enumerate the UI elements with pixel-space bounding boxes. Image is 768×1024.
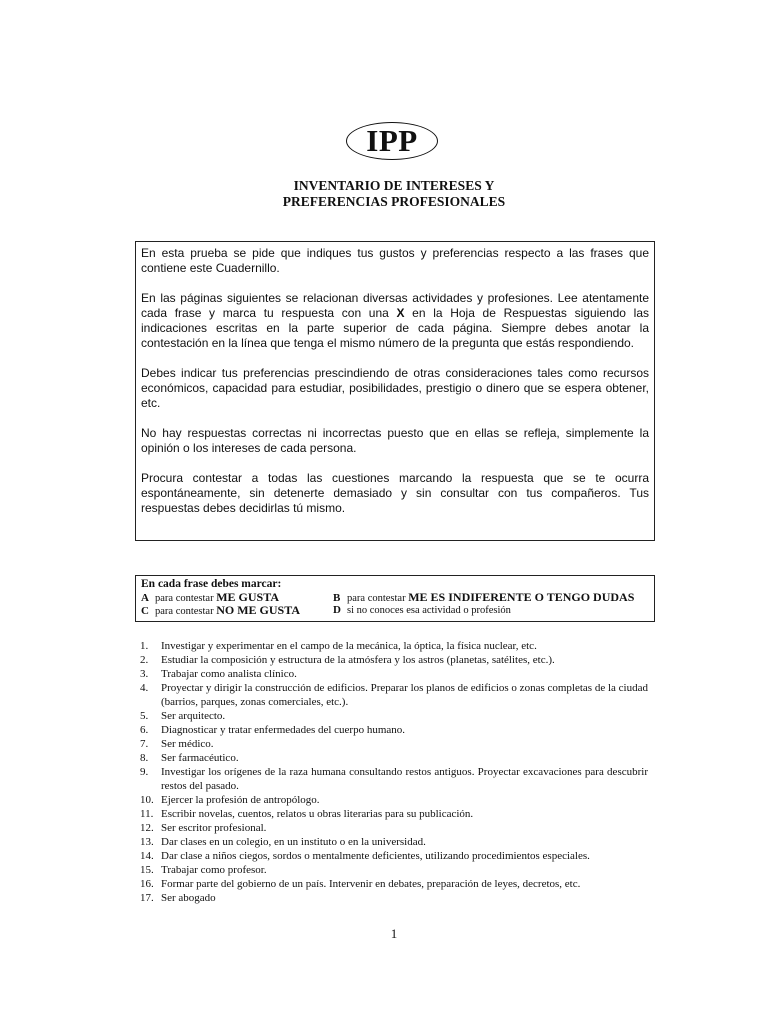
question-item	[140, 793, 648, 807]
title-line-1: INVENTARIO DE INTERESES Y	[293, 178, 495, 193]
question-text: Ser arquitecto.	[161, 710, 226, 722]
question-text: Ser médico.	[161, 738, 214, 750]
question-item	[140, 681, 648, 709]
option-d	[333, 604, 511, 617]
question-text: Trabajar como analista clínico.	[161, 668, 297, 680]
question-item	[140, 751, 648, 765]
option-a-letter: A	[141, 592, 149, 604]
instructions-p2-end: en la Hoja de Respuestas siguiendo las indicaciones escritas en la parte superior de cada página. Siempre debes anotar la contestación en la línea que tenga el mismo número de la pregunta que estás respondiendo.	[141, 306, 649, 350]
instructions-box	[135, 241, 655, 541]
option-c-prefix: para contestar	[155, 606, 217, 617]
answer-key-row-2	[141, 604, 649, 617]
question-text: Dar clase a niños ciegos, sordos o mentalmente deficientes, utilizando procedimientos especiales.	[161, 850, 590, 862]
option-d-prefix: si no conoces esa actividad o profesión	[347, 605, 511, 616]
question-item	[140, 667, 648, 681]
question-number: 13.	[140, 836, 154, 848]
question-number: 16.	[140, 878, 154, 890]
logo-text: IPP	[366, 123, 418, 158]
question-number: 7.	[140, 738, 149, 750]
question-text: Proyectar y dirigir la construcción de edificios. Preparar los planos de edificios o zonas completas de la ciudad (barrios, parques, zonas comerciales, etc.).	[161, 682, 648, 708]
title-line-2: PREFERENCIAS PROFESIONALES	[282, 194, 506, 209]
option-b-prefix: para contestar	[347, 593, 409, 604]
question-number: 8.	[140, 752, 149, 764]
page-number: 1	[390, 926, 398, 941]
question-text: Ejercer la profesión de antropólogo.	[161, 794, 320, 806]
question-number: 6.	[140, 724, 149, 736]
question-text: Investigar y experimentar en el campo de la mecánica, la óptica, la física nuclear, etc.	[161, 640, 537, 652]
question-item	[140, 891, 648, 905]
ipp-logo	[346, 122, 438, 160]
option-c-letter: C	[141, 605, 149, 617]
instructions-paragraph-5: Procura contestar a todas las cuestiones marcando la respuesta que se te ocurra espontáneamente, sin detenerte demasiado y sin consultar con tus compañeros. Tus respuestas debes decidirlas tú mismo.	[141, 471, 649, 515]
question-number: 5.	[140, 710, 149, 722]
question-number: 14.	[140, 850, 154, 862]
question-item	[140, 653, 648, 667]
question-item	[140, 849, 648, 863]
question-text: Formar parte del gobierno de un país. Intervenir en debates, preparación de leyes, decretos, etc.	[161, 878, 581, 890]
option-c-value: NO ME GUSTA	[216, 603, 301, 617]
question-item	[140, 807, 648, 821]
question-list	[140, 639, 648, 905]
question-item	[140, 877, 648, 891]
question-number: 9.	[140, 766, 149, 778]
question-number: 1.	[140, 640, 149, 652]
question-number: 3.	[140, 668, 149, 680]
document-title	[0, 178, 768, 210]
question-number: 15.	[140, 864, 154, 876]
question-text: Trabajar como profesor.	[161, 864, 267, 876]
question-text: Escribir novelas, cuentos, relatos u obras literarias para su publicación.	[161, 808, 474, 820]
question-text: Diagnosticar y tratar enfermedades del cuerpo humano.	[161, 724, 406, 736]
instructions-paragraph-1: En esta prueba se pide que indiques tus gustos y preferencias respecto a las frases que contiene este Cuadernillo.	[141, 246, 649, 275]
question-text: Dar clases en un colegio, en un instituto o en la universidad.	[161, 836, 426, 848]
question-item	[140, 765, 648, 793]
question-item	[140, 639, 648, 653]
question-number: 10.	[140, 794, 154, 806]
option-c	[141, 604, 300, 618]
answer-key-heading: En cada frase debes marcar:	[141, 578, 282, 590]
question-item	[140, 737, 648, 751]
question-number: 17.	[140, 892, 154, 904]
answer-key-box	[135, 575, 655, 622]
question-text: Investigar los orígenes de la raza humana consultando restos antiguos. Proyectar excavaciones para descubrir restos del pasado.	[161, 766, 648, 792]
option-a-value: ME GUSTA	[216, 590, 280, 604]
question-item	[140, 863, 648, 877]
option-b-value: ME ES INDIFERENTE O TENGO DUDAS	[408, 590, 635, 604]
question-text: Estudiar la composición y estructura de la atmósfera y los astros (planetas, satélites, etc.).	[161, 654, 555, 666]
question-item	[140, 709, 648, 723]
question-text: Ser escritor profesional.	[161, 822, 267, 834]
instructions-paragraph-2	[141, 291, 649, 351]
instructions-paragraph-3: Debes indicar tus preferencias prescindiendo de otras consideraciones tales como recursos económicos, capacidad para estudiar, posibilidades, prestigio o dinero que se espera obtener, etc.	[141, 366, 649, 410]
option-a-prefix: para contestar	[155, 593, 217, 604]
option-b-letter: B	[333, 592, 341, 604]
instructions-paragraph-4: No hay respuestas correctas ni incorrectas puesto que en ellas se refleja, simplemente la opinión o los intereses de cada persona.	[141, 426, 649, 455]
question-number: 11.	[140, 808, 154, 820]
mark-symbol: X	[396, 306, 405, 320]
option-b	[333, 591, 634, 605]
instructions-p2-start: En las páginas siguientes se relacionan diversas actividades y profesiones. Lee atentamente cada frase y marca tu respuesta con una	[141, 291, 649, 320]
question-text: Ser farmacéutico.	[161, 752, 239, 764]
question-text: Ser abogado	[161, 892, 216, 904]
option-d-letter: D	[333, 604, 341, 616]
question-item	[140, 835, 648, 849]
question-item	[140, 821, 648, 835]
question-number: 4.	[140, 682, 149, 694]
question-number: 12.	[140, 822, 154, 834]
question-number: 2.	[140, 654, 149, 666]
question-item	[140, 723, 648, 737]
